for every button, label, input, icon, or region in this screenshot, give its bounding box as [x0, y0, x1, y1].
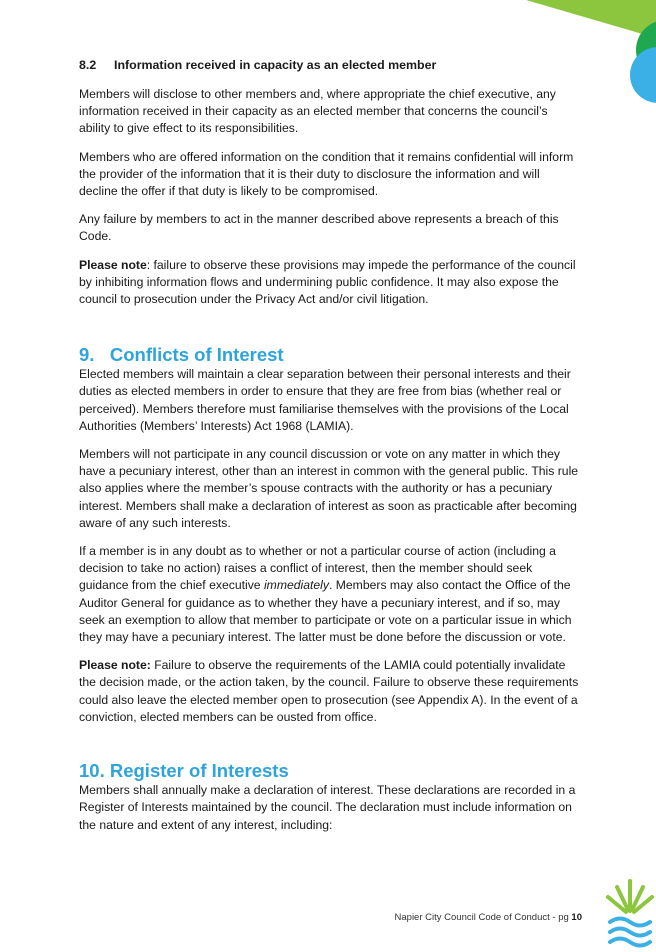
paragraph: Members will not participate in any council discussion or vote on any matter in which they have a pecuniary interest, other than an interest in common with the general public. This rule also applies where the member’s spouse contracts with the authority or has a pecuniary interest. Members shall make a declaration of interest as soon as practicable after becoming aware of any such interests. [79, 447, 579, 530]
subsection-8-2-heading [79, 57, 579, 73]
section-number: 10. [79, 760, 105, 782]
subsection-title: Information received in capacity as an elected member [114, 58, 437, 72]
footer-text: Napier City Council Code of Conduct - pg [394, 912, 572, 923]
paragraph: Any failure by members to act in the manner described above represents a breach of this Code. [79, 212, 559, 244]
paragraph [79, 543, 579, 646]
text-run: . Members may also contact the Office of the Auditor General for guidance as to whether they have a pecuniary interest, and if so, may seek an exemption to allow that member to participate or vote on a particular issue in which they may have a pecuniary interest. The latter must be done before the discussion or vote. [79, 578, 572, 645]
note-label: Please note [79, 257, 147, 272]
emphasis-text: immediately [263, 578, 329, 593]
paragraph: Members shall annually make a declaration of interest. These declarations are recorded in a Register of Interests maintained by the council. The declaration must include information on the nature and extent of any interest, including: [79, 783, 576, 832]
section-9-heading [79, 344, 579, 366]
note-paragraph [79, 657, 579, 726]
subsection-number: 8.2 [79, 58, 97, 72]
text-run: If a member is in any doubt as to whether or not a particular course of action (including a decision to take no action) raises a conflict of interest, then the member should seek guidance from the chief executive [79, 544, 556, 593]
note-text: Failure to observe the requirements of the LAMIA could potentially invalidate the decision made, or the action taken, by the council. Failure to observe these requirements could also leave the elected member open to prosecution (see Appendix A). In the event of a conviction, elected members can be ousted from office. [79, 658, 579, 724]
paragraph: Members will disclose to other members and, where appropriate the chief executive, any information received in their capacity as an elected member that concerns the council’s ability to give effect to its responsibilities. [79, 87, 556, 136]
napier-logo-icon [605, 877, 655, 952]
note-text: : failure to observe these provisions may impede the performance of the council by inhibiting information flows and undermining public confidence. It may also expose the council to prosecution under the Privacy Act and/or civil litigation. [79, 257, 576, 307]
section-10-heading [79, 760, 579, 782]
section-number: 9. [79, 344, 95, 366]
note-label: Please note: [79, 658, 151, 673]
section-title: Conflicts of Interest [109, 344, 284, 366]
page-footer [300, 912, 582, 923]
page-number: 10 [571, 912, 582, 923]
document-body [79, 57, 579, 845]
note-paragraph [79, 257, 579, 309]
paragraph: Members who are offered information on the condition that it remains confidential will inform the provider of the information that it is their duty to disclosure the information and will decline the offer if that duty is likely to be compromised. [79, 149, 574, 199]
paragraph: Elected members will maintain a clear separation between their personal interests and their duties as elected members in order to ensure that they are free from bias (whether real or perceived). Members therefore must familiarise themselves with the provisions of the Local Authorities (Members’ Interests) Act 1968 (LAMIA). [79, 367, 571, 433]
section-title: Register of Interests [109, 760, 289, 782]
